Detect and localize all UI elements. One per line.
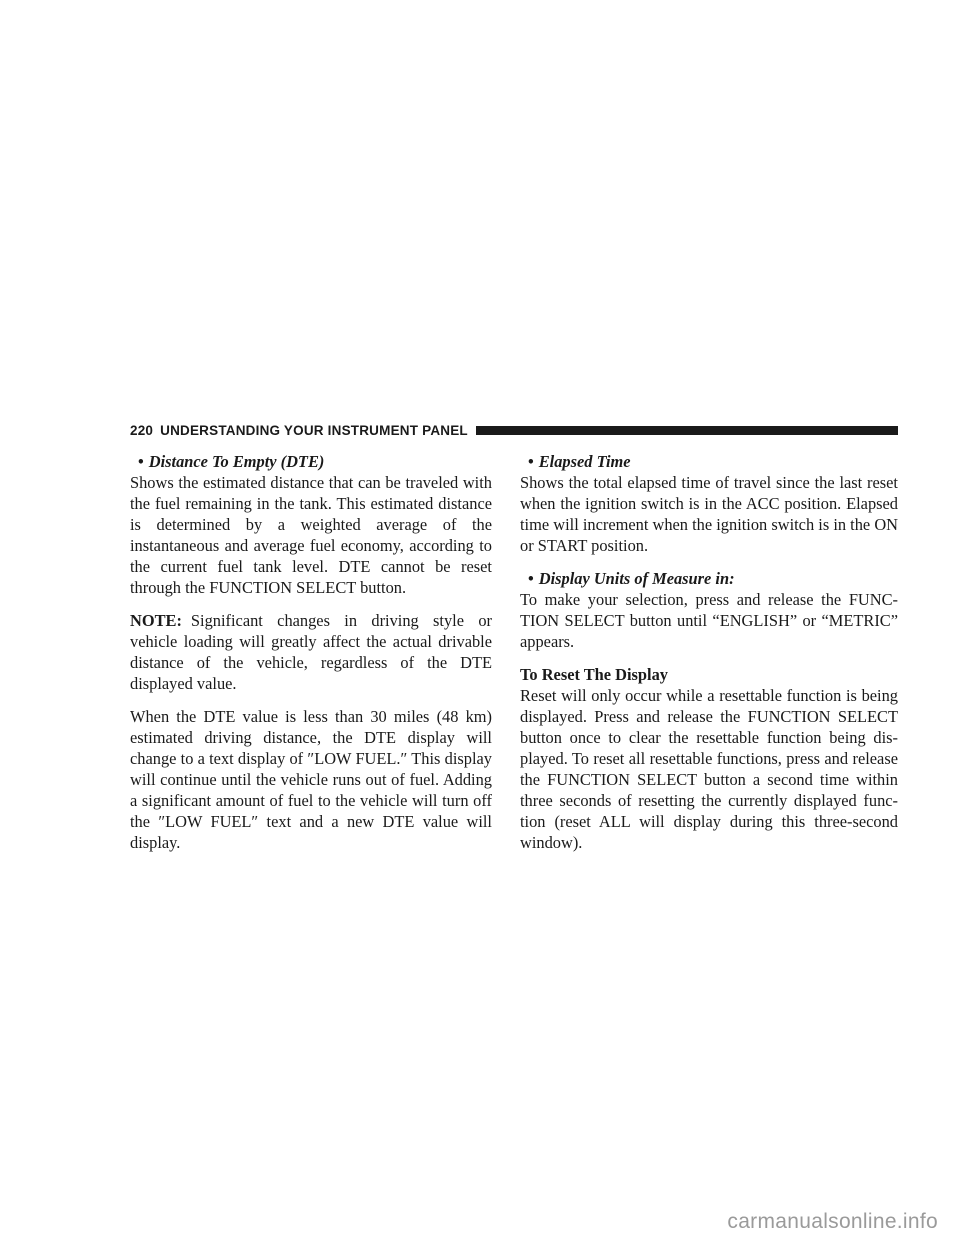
page-header (130, 421, 898, 439)
right-column (520, 451, 898, 853)
section-title: UNDERSTANDING YOUR INSTRUMENT PANEL (160, 422, 468, 438)
dte-paragraph: Shows the estimated distance that can be traveled with the fuel remaining in the tank. This estimated distance is determined by a weighted average of the instantaneous and average fuel economy, according to the current fuel tank level. DTE cannot be reset through the FUNCTION SELECT button. (130, 473, 492, 597)
dte-heading (130, 451, 492, 472)
note-paragraph (130, 610, 492, 694)
bullet-icon: • (138, 452, 144, 471)
bullet-icon: • (528, 569, 534, 588)
units-paragraph: To make your selection, press and release the FUNC-TION SELECT button until “ENGLISH” or “METRIC” appears. (520, 590, 898, 651)
left-column (130, 451, 492, 853)
units-heading-text: Display Units of Measure in: (538, 569, 735, 588)
elapsed-paragraph: Shows the total elapsed time of travel since the last reset when the ignition switch is in the ACC position. Elapsed time will increment when the ignition switch is in the ON or START position. (520, 473, 898, 555)
header-rule (476, 426, 898, 435)
page-number: 220 (130, 422, 154, 438)
units-heading (520, 568, 898, 589)
note-label: NOTE: (130, 611, 182, 630)
bullet-icon: • (528, 452, 534, 471)
note-text: Significant changes in driving style or vehicle loading will greatly affect the actual drivable distance of the vehicle, regardless of the DTE displayed value. (130, 611, 492, 693)
reset-heading: To Reset The Display (520, 665, 668, 684)
elapsed-heading (520, 451, 898, 472)
dte-heading-text: Distance To Empty (DTE) (148, 452, 325, 471)
elapsed-heading-text: Elapsed Time (538, 452, 631, 471)
reset-paragraph: Reset will only occur while a resettable function is being displayed. Press and release the FUNCTION SELECT button once to clear the resettable function being dis-played. To reset all resettable functions, press and release the FUNCTION SELECT button a second time within three seconds of resetting the currently displayed func-tion (reset ALL will display during this three-second window). (520, 686, 898, 852)
site-watermark: carmanualsonline.info (727, 1210, 938, 1233)
low-fuel-paragraph: When the DTE value is less than 30 miles (48 km) estimated driving distance, the DTE display will change to a text display of ″LOW FUEL.″ This display will continue until the vehicle runs out of fuel. Adding a significant amount of fuel to the vehicle will turn off the ″LOW FUEL″ text and a new DTE value will display. (130, 707, 492, 852)
